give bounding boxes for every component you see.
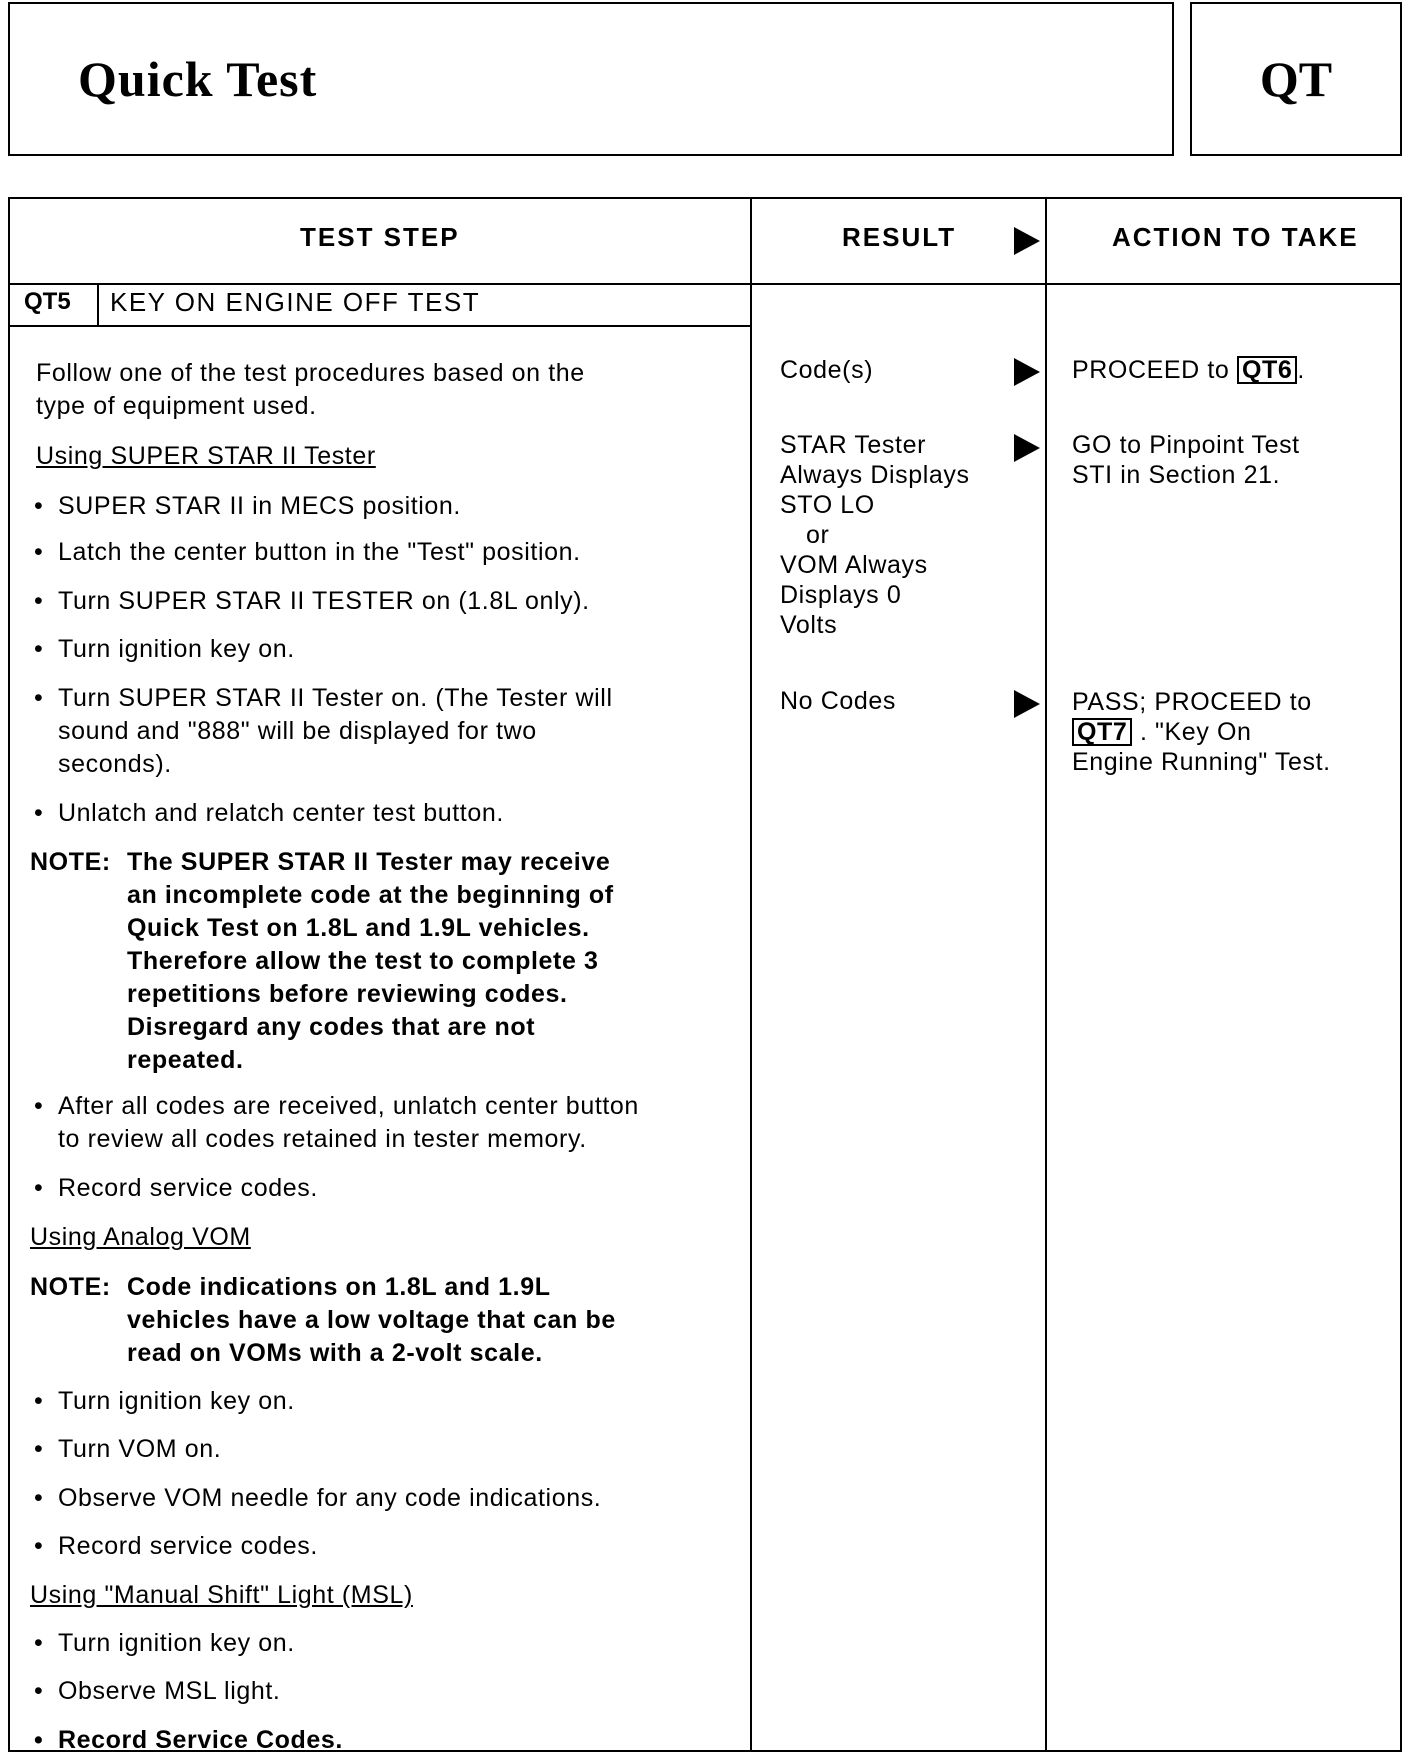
result-line: Always Displays: [780, 461, 970, 489]
note-line: Disregard any codes that are not: [127, 1013, 536, 1041]
result-line: No Codes: [780, 687, 896, 715]
list-item: • Turn SUPER STAR II Tester on. (The Tester will: [58, 682, 613, 715]
note-line: Therefore allow the test to complete 3: [127, 947, 599, 975]
note-label: NOTE:: [30, 848, 111, 876]
list-item: • Observe MSL light.: [58, 1675, 280, 1708]
step-id: QT5: [24, 288, 71, 315]
intro-line-1: Follow one of the test procedures based on the: [36, 359, 585, 387]
action-line: PASS; PROCEED to: [1072, 688, 1312, 716]
result-line: Volts: [780, 611, 838, 639]
note-line: vehicles have a low voltage that can be: [127, 1306, 616, 1334]
arrow-right-icon: [1014, 434, 1040, 462]
note-line: an incomplete code at the beginning of: [127, 881, 614, 909]
step-rule: [8, 325, 752, 327]
super-star-heading: Using SUPER STAR II Tester: [36, 442, 376, 470]
list-item: • Record service codes.: [58, 1530, 318, 1563]
result-1: [780, 355, 873, 385]
result-line: or: [806, 521, 830, 549]
note-line: Code indications on 1.8L and 1.9L: [127, 1273, 551, 1301]
list-item: • Turn ignition key on.: [58, 1627, 295, 1660]
result-line: STAR Tester: [780, 431, 926, 459]
note-line: read on VOMs with a 2-volt scale.: [127, 1339, 543, 1367]
action-tail: .: [1297, 356, 1305, 384]
divider-result: [750, 197, 752, 1752]
action-3: [1072, 687, 1331, 777]
list-item: • Turn SUPER STAR II TESTER on (1.8L only).: [58, 585, 590, 618]
list-item: • After all codes are received, unlatch center button: [58, 1090, 639, 1123]
analog-vom-heading: Using Analog VOM: [30, 1223, 251, 1251]
result-line: Code(s): [780, 356, 874, 384]
col-header-test-step: TEST STEP: [300, 222, 460, 252]
result-line: STO LO: [780, 491, 875, 519]
list-item: • Observe VOM needle for any code indications.: [58, 1482, 601, 1515]
action-line: STI in Section 21.: [1072, 461, 1281, 489]
section-code: QT: [1259, 51, 1333, 107]
list-item: • Latch the center button in the "Test" position.: [58, 536, 581, 569]
page-title: Quick Test: [78, 51, 318, 107]
list-item: • SUPER STAR II in MECS position.: [58, 490, 461, 523]
action-1: [1072, 355, 1305, 385]
action-text: PROCEED to: [1072, 356, 1230, 384]
arrow-right-icon: [1014, 690, 1040, 718]
result-3: [780, 686, 896, 716]
note-line: repeated.: [127, 1046, 244, 1074]
step-title: KEY ON ENGINE OFF TEST: [110, 287, 481, 317]
step-id-divider: [97, 283, 99, 325]
list-item: • Turn ignition key on.: [58, 633, 295, 666]
divider-action: [1045, 197, 1047, 1752]
ref-qt6[interactable]: QT6: [1237, 356, 1297, 384]
page-title-box: [8, 2, 1174, 156]
result-line: Displays 0: [780, 581, 902, 609]
arrow-right-icon: [1014, 358, 1040, 386]
list-item-cont: seconds).: [58, 750, 172, 778]
msl-heading: Using "Manual Shift" Light (MSL): [30, 1581, 413, 1609]
list-item: • Record Service Codes.: [58, 1724, 343, 1757]
list-item: • Turn VOM on.: [58, 1433, 221, 1466]
result-2: [780, 430, 970, 640]
note-line: Quick Test on 1.8L and 1.9L vehicles.: [127, 914, 590, 942]
action-2: [1072, 430, 1300, 490]
col-header-result: RESULT: [842, 222, 957, 252]
col-header-action: ACTION TO TAKE: [1112, 222, 1359, 252]
list-item: • Turn ignition key on.: [58, 1385, 295, 1418]
note-line: repetitions before reviewing codes.: [127, 980, 568, 1008]
note-line: The SUPER STAR II Tester may receive: [127, 848, 611, 876]
arrow-right-icon: [1014, 227, 1040, 255]
section-code-box: [1190, 2, 1402, 156]
list-item-cont: to review all codes retained in tester memory.: [58, 1125, 587, 1153]
action-line: GO to Pinpoint Test: [1072, 431, 1300, 459]
action-tail: . "Key On: [1139, 718, 1252, 746]
note-label: NOTE:: [30, 1273, 111, 1301]
intro-line-2: type of equipment used.: [36, 392, 317, 420]
list-item: • Unlatch and relatch center test button.: [58, 797, 504, 830]
header-rule: [8, 283, 1402, 285]
list-item-cont: sound and "888" will be displayed for two: [58, 717, 537, 745]
action-line: Engine Running" Test.: [1072, 748, 1331, 776]
ref-qt7[interactable]: QT7: [1072, 718, 1132, 746]
result-line: VOM Always: [780, 551, 928, 579]
list-item: • Record service codes.: [58, 1172, 318, 1205]
